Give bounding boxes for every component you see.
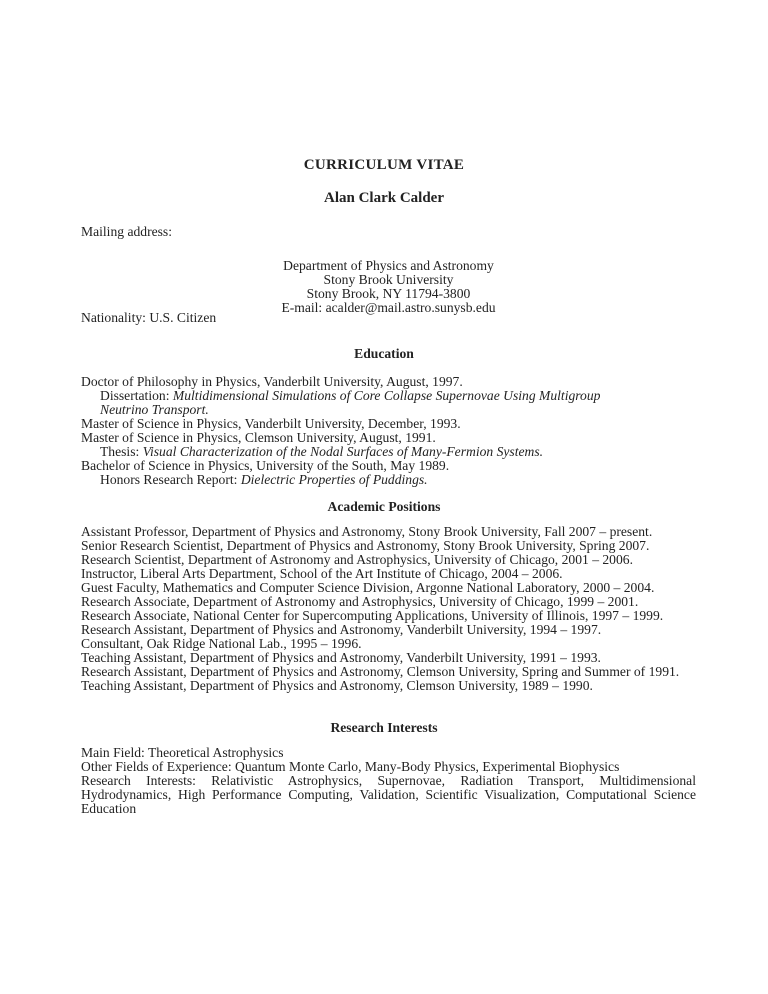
report-label: Honors Research Report:	[100, 472, 238, 487]
position-item: Research Associate, National Center for Supercomputing Applications, University of Illinois, 1997 – 1999.	[81, 608, 664, 623]
position-item: Assistant Professor, Department of Physics and Astronomy, Stony Brook University, Fall 2007 – present.	[81, 524, 653, 539]
position-item: Consultant, Oak Ridge National Lab., 1995 – 1996.	[81, 636, 362, 651]
document-title: CURRICULUM VITAE	[303, 157, 465, 173]
position-item: Instructor, Liberal Arts Department, School of the Art Institute of Chicago, 2004 – 2006.	[81, 566, 563, 581]
mailing-label: Mailing address:	[81, 224, 172, 239]
author-name: Alan Clark Calder	[324, 190, 444, 206]
mailing-section	[81, 225, 696, 239]
position-item: Research Assistant, Department of Physics and Astronomy, Clemson University, Spring and Summer of 1991.	[81, 664, 680, 679]
positions-list	[81, 525, 696, 693]
dissertation-label: Dissertation:	[100, 388, 170, 403]
interests-heading: Research Interests	[330, 720, 438, 735]
email: E-mail: acalder@mail.astro.sunysb.edu	[281, 300, 496, 315]
address-block	[81, 259, 696, 315]
research-interests: Research Interests: Relativistic Astrophysics, Supernovae, Radiation Transport, Multidimensional Hydrodynamics, High Performance Computing, Validation, Scientific Visualization, Computational Science Education	[81, 773, 696, 816]
dissertation	[81, 389, 696, 403]
report-title: Dielectric Properties of Puddings.	[240, 472, 428, 487]
thesis-label: Thesis:	[100, 444, 140, 459]
main-field: Main Field: Theoretical Astrophysics	[81, 745, 284, 760]
education-list	[81, 375, 696, 487]
degree-ms-clemson: Master of Science in Physics, Clemson University, August, 1991.	[81, 430, 436, 445]
education-heading: Education	[354, 346, 414, 361]
position-item: Teaching Assistant, Department of Physics and Astronomy, Clemson University, 1989 – 1990.	[81, 678, 593, 693]
address-line: Stony Brook University	[323, 272, 454, 287]
position-item: Research Assistant, Department of Physics and Astronomy, Vanderbilt University, 1994 – 1997.	[81, 622, 602, 637]
positions-heading: Academic Positions	[327, 499, 441, 514]
dissertation-title-cont: Neutrino Transport.	[100, 402, 209, 417]
thesis	[81, 445, 696, 459]
nationality: Nationality: U.S. Citizen	[81, 310, 217, 325]
degree-bs: Bachelor of Science in Physics, University of the South, May 1989.	[81, 458, 450, 473]
dissertation-title: Multidimensional Simulations of Core Collapse Supernovae Using Multigroup	[172, 388, 601, 403]
degree-ms-vanderbilt: Master of Science in Physics, Vanderbilt University, December, 1993.	[81, 416, 461, 431]
address-line: Stony Brook, NY 11794-3800	[306, 286, 471, 301]
interests-list	[81, 746, 696, 816]
position-item: Senior Research Scientist, Department of Physics and Astronomy, Stony Brook University, Spring 2007.	[81, 538, 650, 553]
position-item: Research Associate, Department of Astronomy and Astrophysics, University of Chicago, 1999 – 2001.	[81, 594, 639, 609]
position-item: Teaching Assistant, Department of Physics and Astronomy, Vanderbilt University, 1991 – 1993.	[81, 650, 601, 665]
degree-phd: Doctor of Philosophy in Physics, Vanderbilt University, August, 1997.	[81, 374, 463, 389]
position-item: Research Scientist, Department of Astronomy and Astrophysics, University of Chicago, 2001 – 2006.	[81, 552, 633, 567]
position-item: Guest Faculty, Mathematics and Computer Science Division, Argonne National Laboratory, 2000 – 2004.	[81, 580, 655, 595]
thesis-title: Visual Characterization of the Nodal Surfaces of Many-Fermion Systems.	[142, 444, 544, 459]
address-line: Department of Physics and Astronomy	[283, 258, 494, 273]
honors-report	[81, 473, 696, 487]
other-fields: Other Fields of Experience: Quantum Monte Carlo, Many-Body Physics, Experimental Biophysics	[81, 759, 620, 774]
